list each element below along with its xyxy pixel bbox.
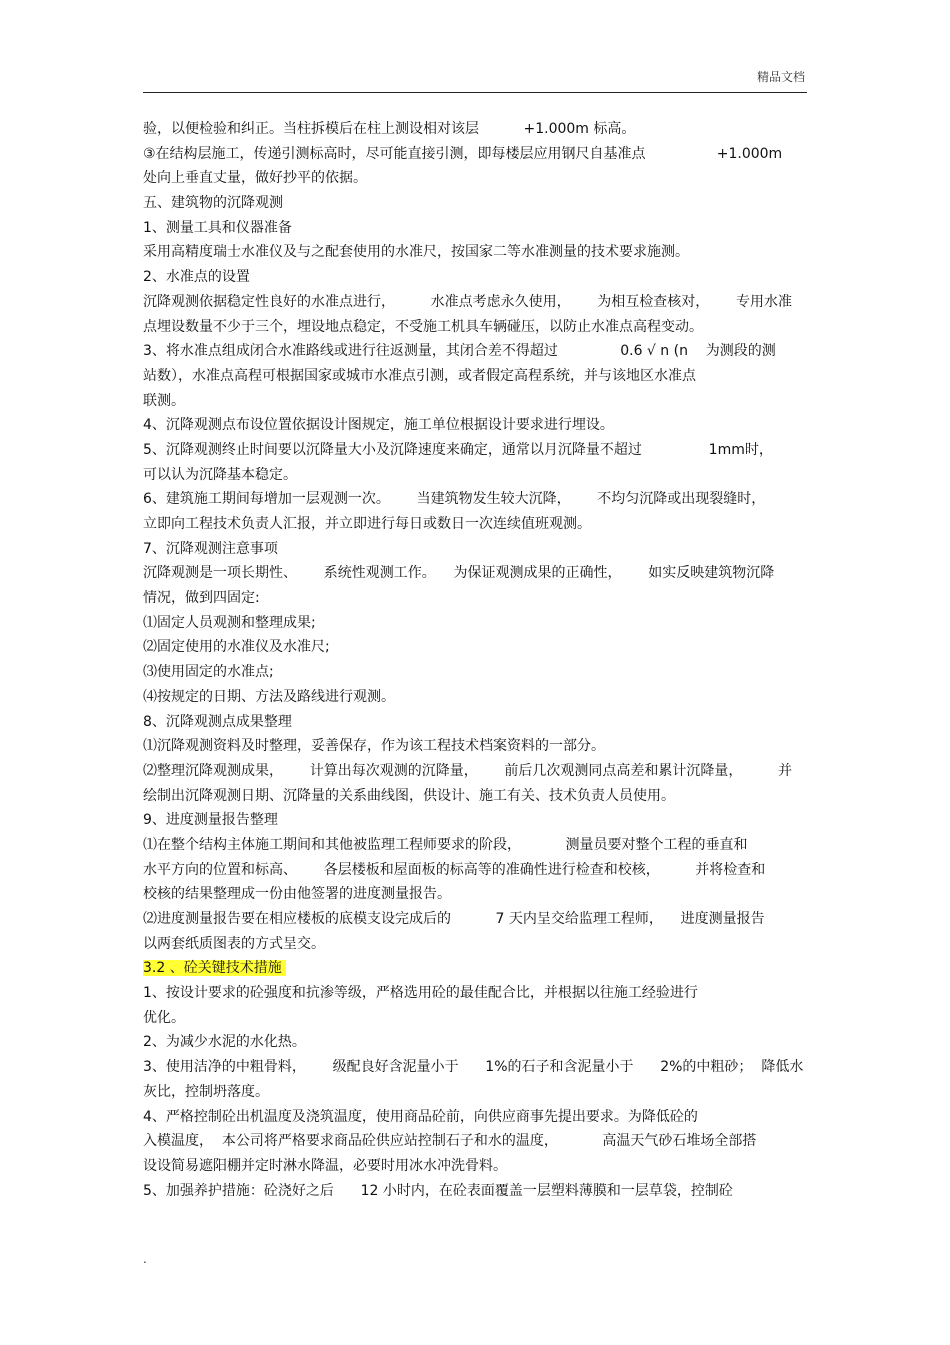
text-line — [143, 339, 813, 364]
line-text: 4、沉降观测点布设位置依据设计图规定，施工单位根据设计要求进行埋设。 — [143, 417, 614, 434]
page-header — [143, 66, 807, 93]
text-line — [143, 1030, 813, 1055]
text-line — [143, 1105, 813, 1130]
text-line — [143, 784, 813, 809]
section-heading — [143, 956, 813, 981]
line-text: ⑵整理沉降观测成果， 计算出每次观测的沉降量， 前后几次观测同点高差和累计沉降量， 并 — [143, 762, 793, 779]
text-line — [143, 660, 813, 685]
line-text: 3、将水准点组成闭合水准路线或进行往返测量，其闭合差不得超过 0.6 √ n (n 为测段的测 — [143, 343, 776, 360]
line-text: 3、使用洁净的中粗骨料， 级配良好含泥量小于 1%的石子和含泥量小于 2%的中粗砂； 降低水 — [143, 1059, 804, 1076]
line-text: ③在结构层施工，传递引测标高时，尽可能直接引测，即每楼层应用钢尺自基准点 +1.000m — [143, 145, 783, 162]
text-line — [143, 1055, 813, 1080]
text-line — [143, 734, 813, 759]
line-text: 绘制出沉降观测日期、沉降量的关系曲线图，供设计、施工有关、技术负责人员使用。 — [143, 787, 675, 804]
text-line — [143, 315, 813, 340]
text-line — [143, 487, 813, 512]
text-line — [143, 1080, 813, 1105]
text-line — [143, 981, 813, 1006]
line-text: 1、按设计要求的砼强度和抗渗等级，严格选用砼的最佳配合比，并根据以往施工经验进行 — [143, 985, 698, 1002]
line-text: 校核的结果整理成一份由他签署的进度测量报告。 — [143, 886, 451, 903]
text-line — [143, 1154, 813, 1179]
text-line — [143, 561, 813, 586]
line-text: ⑴沉降观测资料及时整理，妥善保存，作为该工程技术档案资料的一部分。 — [143, 738, 605, 755]
text-line — [143, 413, 813, 438]
text-line — [143, 512, 813, 537]
text-line — [143, 265, 813, 290]
line-text: ⑴在整个结构主体施工期间和其他被监理工程师要求的阶段， 测量员要对整个工程的垂直和 — [143, 836, 748, 853]
text-line — [143, 537, 813, 562]
line-text: 1、测量工具和仪器准备 — [143, 219, 292, 236]
text-line — [143, 166, 813, 191]
line-text: ⑷按规定的日期、方法及路线进行观测。 — [143, 688, 395, 705]
line-text: 情况，做到四固定: — [143, 590, 260, 607]
text-line — [143, 1179, 813, 1204]
line-text: ⑴固定人员观测和整理成果; — [143, 614, 316, 631]
line-text: 以两套纸质图表的方式呈交。 — [143, 935, 325, 952]
line-text: 五、建筑物的沉降观测 — [143, 195, 283, 212]
text-line — [143, 290, 813, 315]
text-line — [143, 858, 813, 883]
text-line — [143, 932, 813, 957]
text-line — [143, 463, 813, 488]
text-line — [143, 389, 813, 414]
line-text: 联测。 — [143, 392, 185, 409]
line-text: 5、沉降观测终止时间要以沉降量大小及沉降速度来确定，通常以月沉降量不超过 1mm时， — [143, 441, 773, 458]
text-line — [143, 685, 813, 710]
line-text: 立即向工程技术负责人汇报，并立即进行每日或数日一次连续值班观测。 — [143, 516, 591, 532]
document-body — [143, 117, 813, 1203]
text-line — [143, 808, 813, 833]
text-line — [143, 216, 813, 241]
line-text: 入模温度， 本公司将严格要求商品砼供应站控制石子和水的温度， 高温天气砂石堆场全部搭 — [143, 1133, 757, 1150]
text-line — [143, 882, 813, 907]
line-text: 可以认为沉降基本稳定。 — [143, 466, 297, 483]
text-line — [143, 240, 813, 265]
line-text: 5、加强养护措施：砼浇好之后 12 小时内，在砼表面覆盖一层塑料薄膜和一层草袋，控制砼 — [143, 1182, 733, 1199]
line-text: 采用高精度瑞士水准仪及与之配套使用的水准尺，按国家二等水准测量的技术要求施测。 — [143, 244, 689, 261]
line-text: 优化。 — [143, 1009, 185, 1026]
line-text: 7、沉降观测注意事项 — [143, 540, 278, 557]
line-text: ⑵进度测量报告要在相应楼板的底模支设完成后的 7 天内呈交给监理工程师， 进度测量报告 — [143, 911, 765, 927]
text-line — [143, 438, 813, 463]
line-text: 3.2 、砼关键技术措施 — [143, 960, 286, 976]
text-line — [143, 586, 813, 611]
text-line — [143, 1129, 813, 1154]
line-text: ⑶使用固定的水准点; — [143, 664, 274, 681]
footer-mark: . — [143, 1252, 147, 1266]
line-text: 沉降观测依据稳定性良好的水准点进行， 水准点考虑永久使用， 为相互检查核对， 专用水准 — [143, 293, 793, 310]
line-text: 2、水准点的设置 — [143, 269, 250, 286]
text-line — [143, 364, 813, 389]
line-text: 4、严格控制砼出机温度及浇筑温度，使用商品砼前，向供应商事先提出要求。为降低砼的 — [143, 1108, 698, 1125]
line-text: 沉降观测是一项长期性、 系统性观测工作。 为保证观测成果的正确性， 如实反映建筑物沉降 — [143, 565, 775, 582]
text-line — [143, 191, 813, 216]
line-text: 验，以便检验和纠正。当柱拆模后在柱上测设相对该层 +1.000m 标高。 — [143, 121, 636, 137]
line-text: 灰比，控制坍落度。 — [143, 1083, 269, 1100]
text-line — [143, 759, 813, 784]
text-line — [143, 611, 813, 636]
text-line — [143, 117, 813, 142]
line-text: 水平方向的位置和标高、 各层楼板和屋面板的标高等的准确性进行检查和校核， 并将检查和 — [143, 861, 766, 878]
text-line — [143, 142, 813, 167]
text-line — [143, 907, 813, 932]
text-line — [143, 710, 813, 735]
header-title: 精品文档 — [756, 70, 805, 84]
line-text: 2、为减少水泥的水化热。 — [143, 1034, 306, 1051]
line-text: 点埋设数量不少于三个，埋设地点稳定，不受施工机具车辆碰压，以防止水准点高程变动。 — [143, 318, 703, 335]
line-text: 9、进度测量报告整理 — [143, 812, 278, 829]
line-text: 8、沉降观测点成果整理 — [143, 713, 292, 730]
line-text: 站数），水准点高程可根据国家或城市水准点引测，或者假定高程系统，并与该地区水准点 — [143, 367, 696, 384]
text-line — [143, 833, 813, 858]
line-text: ⑵固定使用的水准仪及水准尺; — [143, 639, 330, 656]
line-text: 处向上垂直丈量，做好抄平的依据。 — [143, 170, 367, 187]
text-line — [143, 1006, 813, 1031]
line-text: 6、建筑施工期间每增加一层观测一次。 当建筑物发生较大沉降， 不均匀沉降或出现裂缝时， — [143, 491, 766, 508]
line-text: 设设简易遮阳棚并定时淋水降温，必要时用冰水冲洗骨料。 — [143, 1157, 507, 1174]
text-line — [143, 635, 813, 660]
